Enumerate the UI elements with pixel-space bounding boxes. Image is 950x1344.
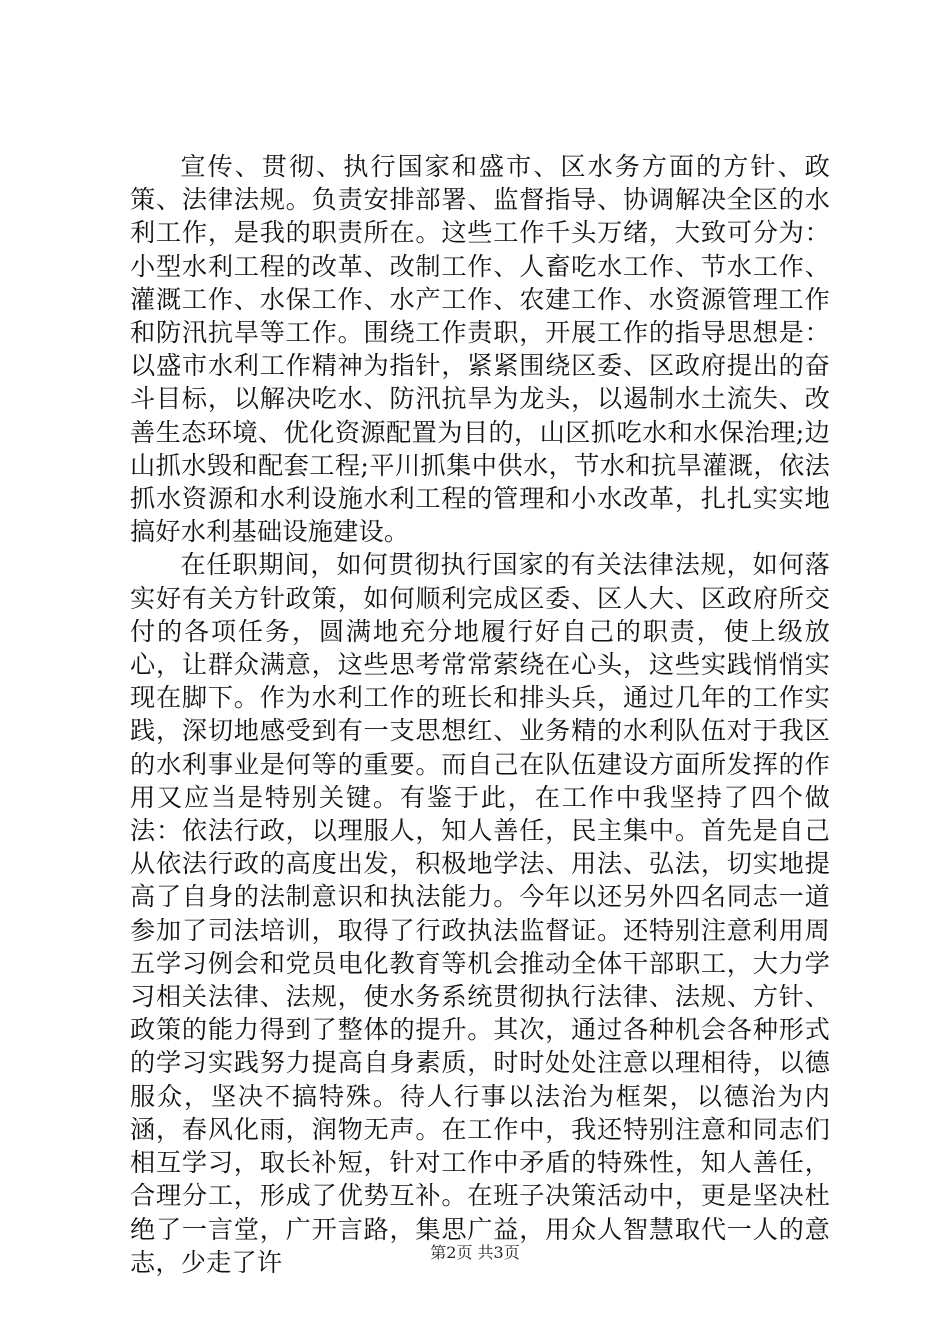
paragraph-2: 在任职期间，如何贯彻执行国家的有关法律法规，如何落实好有关方针政策，如何顺利完成区委、区人大、区政府所交付的各项任务，圆满地充分地履行好自己的职责，使上级放心，让群众满意，这些思考常常萦绕在心头，这些实践悄悄实现在脚下。作为水利工作的班长和排头兵，通过几年的工作实践，深切地感受到有一支思想红、业务精的水利队伍对于我区的水利事业是何等的重要。而自己在队伍建设方面所发挥的作用又应当是特别关键。有鉴于此，在工作中我坚持了四个做法：依法行政，以理服人，知人善任，民主集中。首先是自己从依法行政的高度出发，积极地学法、用法、弘法，切实地提高了自身的法制意识和执法能力。今年以还另外四名同志一道参加了司法培训，取得了行政执法监督证。还特别注意利用周五学习例会和党员电化教育等机会推动全体干部职工，大力学习相关法律、法规，使水务系统贯彻执行法律、法规、方针、政策的能力得到了整体的提升。其次，通过各种机会各种形式的学习实践努力提高自身素质，时时处处注意以理相待，以德服众，坚决不搞特殊。待人行事以法治为框架，以德治为内涵，春风化雨，润物无声。在工作中，我还特别注意和同志们相互学习，取长补短，针对工作中矛盾的特殊性，知人善任，合理分工，形成了优势互补。在班子决策活动中，更是坚决杜绝了一言堂，广开言路，集思广益，用众人智慧取代一人的意志，少走了许 <box>130 550 830 1277</box>
page-footer: 第2页 共3页 <box>430 1243 520 1262</box>
body-text <box>130 150 830 1279</box>
paragraph-1: 宣传、贯彻、执行国家和盛市、区水务方面的方针、政策、法律法规。负责安排部署、监督指导、协调解决全区的水利工作，是我的职责所在。这些工作千头万绪，大致可分为：小型水利工程的改革、改制工作、人畜吃水工作、节水工作、灌溉工作、水保工作、水产工作、农建工作、水资源管理工作和防汛抗旱等工作。围绕工作责职，开展工作的指导思想是：以盛市水利工作精神为指针，紧紧围绕区委、区政府提出的奋斗目标，以解决吃水、防汛抗旱为龙头，以遏制水土流失、改善生态环境、优化资源配置为目的，山区抓吃水和水保治理;边山抓水毁和配套工程;平川抓集中供水，节水和抗旱灌溉，依法抓水资源和水利设施水利工程的管理和小水改革，扎扎实实地搞好水利基础设施建设。 <box>130 152 830 547</box>
